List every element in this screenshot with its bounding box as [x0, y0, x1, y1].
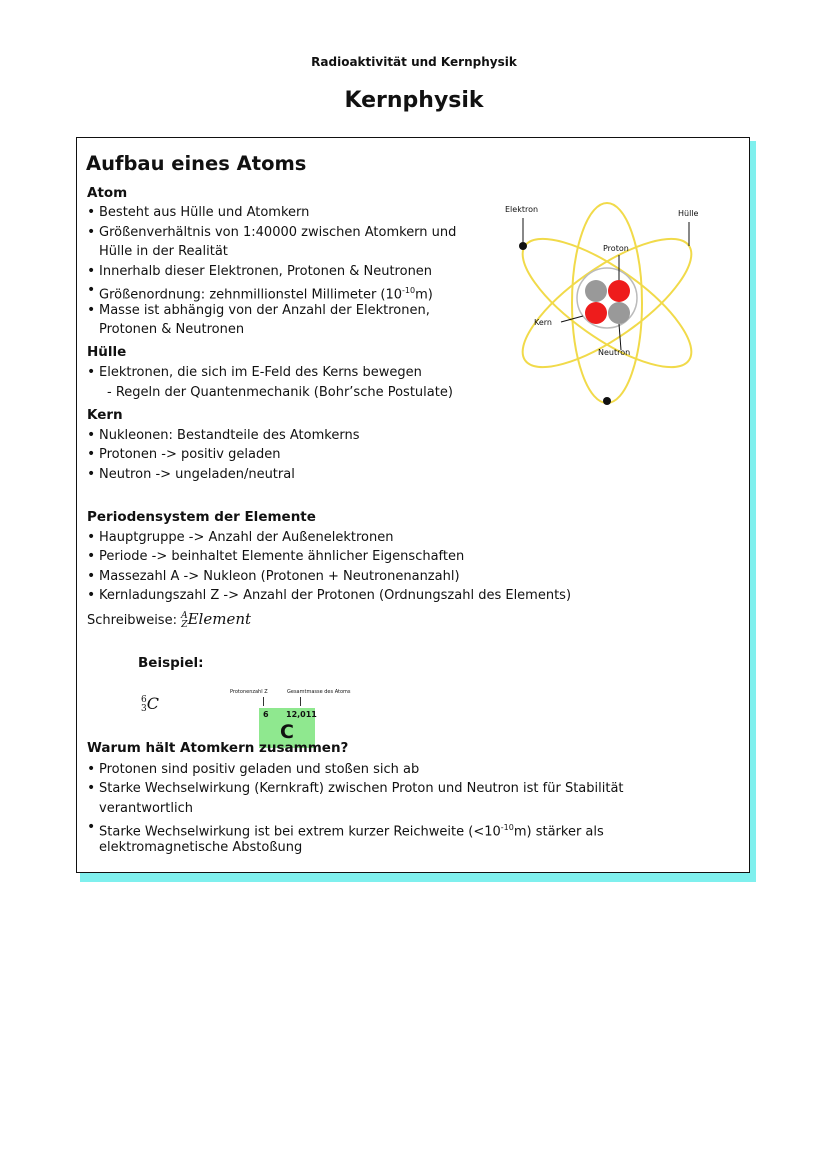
list-item: • Größenordnung: zehnmillionstel Millimeter $(10^{-10}m)$: [99, 281, 433, 304]
tile-atomic-mass: 12,011: [286, 710, 317, 719]
list-item: • Periode -> beinhaltet Elemente ähnlicher Eigenschaften: [99, 547, 464, 566]
atom-diagram: [497, 198, 727, 422]
content-box: [76, 137, 750, 873]
list-item: • Starke Wechselwirkung ist bei extrem kurzer Reichweite $(<10^{-10}m)$ stärker als: [99, 818, 604, 841]
list-item: • Protonen sind positiv geladen und stoßen sich ab: [99, 760, 419, 779]
tile-z-pointer: [263, 697, 264, 706]
list-item-continued: verantwortlich: [99, 801, 193, 816]
list-item: • Starke Wechselwirkung (Kernkraft) zwischen Proton und Neutron ist für Stabilität: [99, 779, 624, 798]
tile-z-caption: Protonenzahl Z: [230, 689, 268, 695]
tile-symbol: C: [280, 721, 294, 743]
list-item-continued: Protonen & Neutronen: [99, 322, 245, 337]
list-item: • Kernladungszahl Z -> Anzahl der Protonen (Ordnungszahl des Elements): [99, 586, 571, 605]
example-label: Beispiel:: [138, 655, 204, 671]
list-item: • Hauptgruppe -> Anzahl der Außenelektronen: [99, 528, 393, 547]
list-item: • Neutron -> ungeladen/neutral: [99, 465, 295, 484]
proton-label: Proton: [603, 244, 629, 253]
page-title: Kernphysik: [344, 88, 484, 113]
nucleus-label: Kern: [534, 318, 552, 327]
list-item: • Elektronen, die sich im E-Feld des Kerns bewegen: [99, 363, 422, 382]
kern-heading: Kern: [87, 407, 123, 423]
sub-item: - Regeln der Quantenmechanik (Bohr’sche Postulate): [107, 385, 453, 400]
electron-label: Elektron: [505, 205, 539, 214]
shell-label: Hülle: [678, 209, 699, 218]
tile-mass-pointer: [300, 697, 301, 706]
tile-proton-number: 6: [263, 710, 269, 719]
list-item: • Größenverhältnis von 1:40000 zwischen Atomkern und: [99, 223, 456, 242]
example-formula: 6 3 C: [141, 694, 159, 714]
tile-mass-caption: Gesamtmasse des Atoms: [287, 689, 351, 695]
list-item: • Nukleonen: Bestandteile des Atomkerns: [99, 426, 359, 445]
list-item: • Protonen -> positiv geladen: [99, 445, 280, 464]
list-item: • Innerhalb dieser Elektronen, Protonen & Neutronen: [99, 262, 432, 281]
section-title: Aufbau eines Atoms: [86, 152, 307, 175]
neutron-label: Neutron: [598, 348, 631, 357]
list-item-continued: elektromagnetische Abstoßung: [99, 840, 303, 855]
list-item: • Besteht aus Hülle und Atomkern: [99, 203, 309, 222]
huelle-heading: Hülle: [87, 344, 127, 360]
list-item: • Massezahl A -> Nukleon (Protonen + Neutronenanzahl): [99, 567, 460, 586]
periodic-heading: Periodensystem der Elemente: [87, 509, 316, 525]
why-heading: Warum hält Atomkern zusammen?: [87, 740, 349, 756]
list-item: • Masse ist abhängig von der Anzahl der Elektronen,: [99, 301, 430, 320]
list-item-continued: Hülle in der Realität: [99, 244, 228, 259]
notation: Schreibweise: A Z Element: [87, 610, 252, 630]
atom-heading: Atom: [87, 185, 128, 201]
document-subject: Radioaktivität und Kernphysik: [311, 55, 517, 69]
